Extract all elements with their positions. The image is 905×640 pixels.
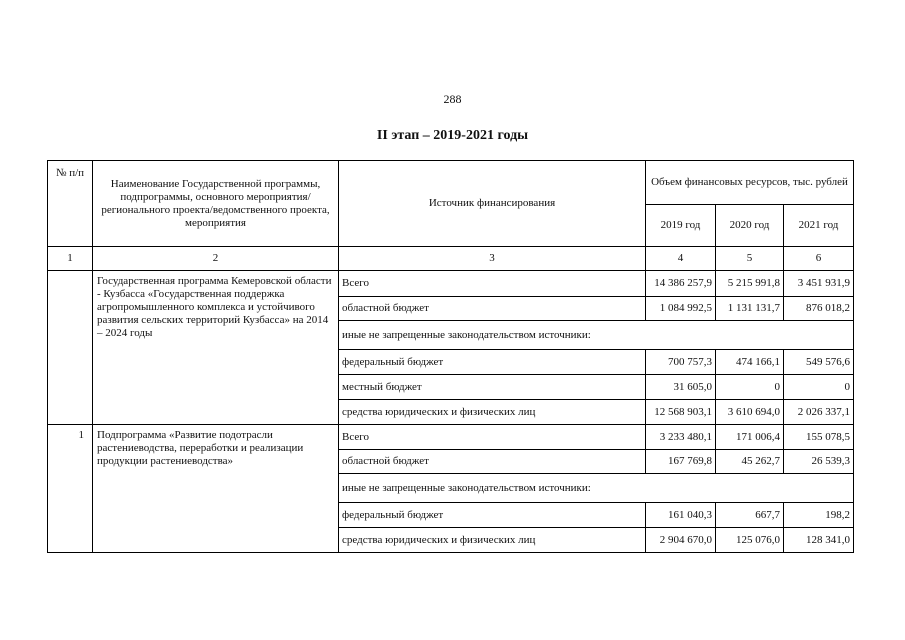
header-source: Источник финансирования: [339, 161, 646, 247]
amount-2019: 3 233 480,1: [646, 425, 716, 450]
amount-2021: 0: [784, 375, 854, 400]
row-index: 1: [48, 425, 93, 553]
financing-source: местный бюджет: [339, 375, 646, 400]
header-name: Наименование Государственной программы, подпрограммы, основного мероприятия/регионального проекта/ведомственного проекта, мероприятия: [93, 161, 339, 247]
stage-title: II этап – 2019-2021 годы: [376, 128, 529, 143]
header-year-2020: 2020 год: [716, 205, 784, 247]
amount-2021: 26 539,3: [784, 450, 854, 474]
amount-2021: 2 026 337,1: [784, 400, 854, 425]
amount-2020: 3 610 694,0: [716, 400, 784, 425]
amount-2019: 14 386 257,9: [646, 271, 716, 297]
amount-2019: 700 757,3: [646, 350, 716, 375]
amount-2020: 474 166,1: [716, 350, 784, 375]
financing-source: иные не запрещенные законодательством источники:: [339, 321, 854, 350]
amount-2021: 3 451 931,9: [784, 271, 854, 297]
column-numbers-row: [48, 247, 854, 271]
column-number: 5: [716, 247, 784, 271]
amount-2020: 0: [716, 375, 784, 400]
column-number: 4: [646, 247, 716, 271]
amount-2021: 876 018,2: [784, 297, 854, 321]
program-name: Государственная программа Кемеровской области - Кузбасса «Государственная поддержка агропромышленного комплекса и устойчивого развития сельских территорий Кузбасса» на 2014 – 2024 годы: [93, 271, 339, 425]
financing-source: областной бюджет: [339, 450, 646, 474]
program-name: Подпрограмма «Развитие подотрасли растениеводства, переработки и реализации продукции растениеводства»: [93, 425, 339, 553]
financing-source: средства юридических и физических лиц: [339, 400, 646, 425]
column-number: 3: [339, 247, 646, 271]
amount-2019: 167 769,8: [646, 450, 716, 474]
amount-2020: 171 006,4: [716, 425, 784, 450]
amount-2019: 12 568 903,1: [646, 400, 716, 425]
amount-2020: 1 131 131,7: [716, 297, 784, 321]
financing-source: федеральный бюджет: [339, 350, 646, 375]
header-num: № п/п: [48, 161, 93, 247]
table-row: [48, 425, 854, 450]
financing-source: иные не запрещенные законодательством источники:: [339, 474, 854, 503]
amount-2019: 161 040,3: [646, 503, 716, 528]
amount-2021: 549 576,6: [784, 350, 854, 375]
financing-source: федеральный бюджет: [339, 503, 646, 528]
amount-2021: 198,2: [784, 503, 854, 528]
amount-2019: 2 904 670,0: [646, 528, 716, 553]
financing-table: [47, 160, 854, 553]
header-row: [48, 161, 854, 205]
row-index: [48, 271, 93, 425]
amount-2020: 45 262,7: [716, 450, 784, 474]
header-year-2021: 2021 год: [784, 205, 854, 247]
amount-2021: 128 341,0: [784, 528, 854, 553]
page-number: 288: [443, 92, 462, 106]
financing-source: Всего: [339, 425, 646, 450]
amount-2020: 5 215 991,8: [716, 271, 784, 297]
financing-source: средства юридических и физических лиц: [339, 528, 646, 553]
amount-2019: 31 605,0: [646, 375, 716, 400]
amount-2019: 1 084 992,5: [646, 297, 716, 321]
amount-2020: 125 076,0: [716, 528, 784, 553]
financing-source: Всего: [339, 271, 646, 297]
financing-source: областной бюджет: [339, 297, 646, 321]
table-row: [48, 271, 854, 297]
header-year-2019: 2019 год: [646, 205, 716, 247]
column-number: 2: [93, 247, 339, 271]
amount-2021: 155 078,5: [784, 425, 854, 450]
header-volume: Объем финансовых ресурсов, тыс. рублей: [646, 161, 854, 205]
amount-2020: 667,7: [716, 503, 784, 528]
column-number: 1: [48, 247, 93, 271]
column-number: 6: [784, 247, 854, 271]
